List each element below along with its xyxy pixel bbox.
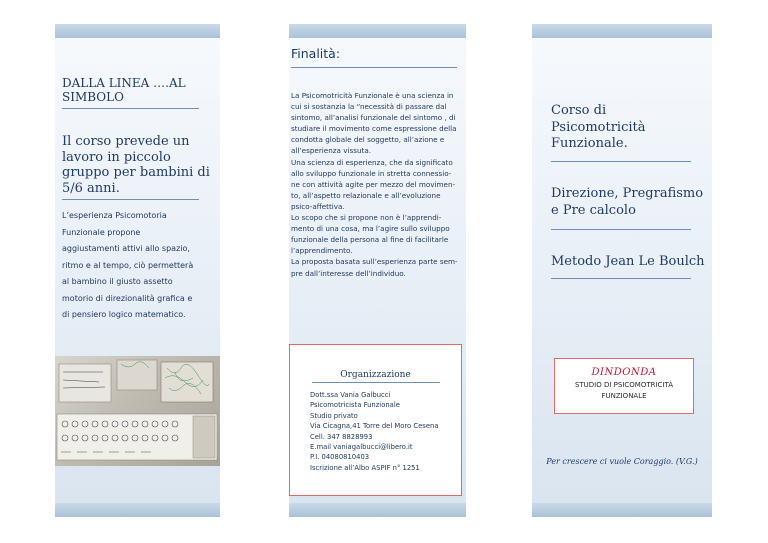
bottom-band bbox=[289, 503, 466, 517]
top-band bbox=[532, 24, 712, 38]
logo-subtitle: STUDIO DI PSICOMOTRICITÀ FUNZIONALE bbox=[574, 381, 674, 400]
motto: Per crescere ci vuole Coraggio. (V.G.) bbox=[546, 457, 698, 466]
bottom-band bbox=[532, 503, 712, 517]
classroom-photo bbox=[55, 356, 220, 466]
course-title: Corso di Psicomotricità Funzionale. bbox=[551, 103, 646, 151]
studio-logo bbox=[554, 358, 694, 414]
finalita-paragraph: La Psicomotricità Funzionale è una scienza in cui si sostanzia la “necessità di passare dal sintomo, all’analisi funzionale del sintomo , di studiare il movimento come espressione della condotta globale del soggetto, all’azione e all’esperienza vissuta. Una scienza di esperienza, che da significato allo sviluppo funzionale in stretta connessio- ne con attività agite per mezzo del movimen- to, all’aspetto relazionale e all’evoluzione psico-affettiva. Lo scopo che si propone non è l’apprendi- mento di una cosa, ma l’agire sullo sviluppo funzionale della persona al fine di facilitarle l’apprendimento. La proposta basata sull’esperienza parte sem- pre dall’interesse dell’individuo. bbox=[291, 91, 458, 278]
organization-box bbox=[289, 344, 462, 496]
left-panel bbox=[55, 24, 220, 517]
divider bbox=[551, 278, 691, 279]
divider bbox=[62, 199, 199, 200]
right-panel bbox=[532, 24, 712, 517]
divider bbox=[312, 382, 440, 383]
finalita-heading: Finalità: bbox=[291, 46, 341, 61]
organization-details: Dott.ssa Vania Galbucci Psicomotricista Funzionale Studio privato Via Cicagna,41 Torre del Moro Cesena Cell. 347 8828993 E.mail vaniagalbucci@libero.it P.I. 04080810403 Iscrizione all’Albo ASPIF n° 1251 bbox=[310, 391, 439, 472]
course-subtitle: Direzione, Pregrafismo e Pre calcolo bbox=[551, 186, 704, 218]
middle-panel bbox=[289, 24, 466, 517]
top-band bbox=[55, 24, 220, 38]
divider bbox=[62, 108, 199, 109]
left-heading: DALLA LINEA ….AL SIMBOLO bbox=[62, 76, 186, 104]
organization-title: Organizzazione bbox=[340, 370, 411, 380]
top-band bbox=[289, 24, 466, 38]
left-body-text: L’esperienza Psicomotoria Funzionale propone aggiustamenti attivi allo spazio, ritmo e al tempo, ciò permetterà al bambino il giusto assetto motorio di direzionalità grafica e di pensiero logico matematico. bbox=[62, 211, 194, 319]
divider bbox=[551, 161, 691, 162]
divider bbox=[291, 67, 457, 68]
divider bbox=[551, 229, 691, 230]
course-intro: Il corso prevede un lavoro in piccolo gruppo per bambini di 5/6 anni. bbox=[62, 134, 210, 196]
bottom-band bbox=[55, 503, 220, 517]
logo-name: DINDONDA bbox=[591, 367, 657, 378]
method-label: Metodo Jean Le Boulch bbox=[551, 254, 705, 269]
